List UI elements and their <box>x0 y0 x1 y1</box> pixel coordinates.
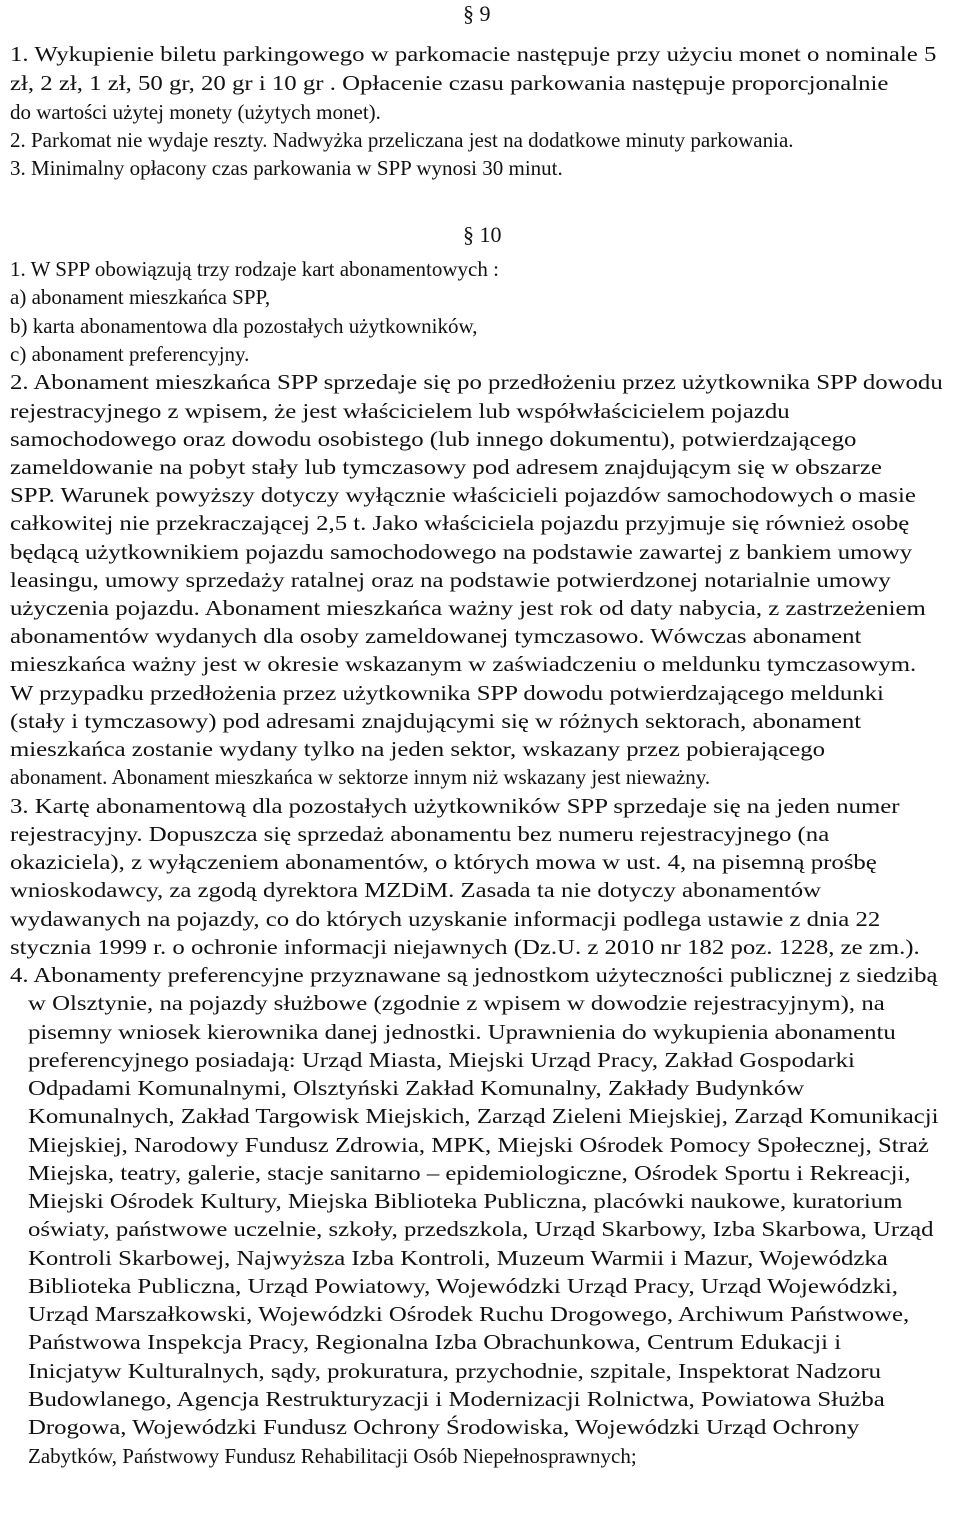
text-line: preferencyjnego posiadają: Urząd Miasta, Miejski Urząd Pracy, Zakład Gospodarki <box>28 1048 855 1072</box>
text-line: 1. W SPP obowiązują trzy rodzaje kart abonamentowych : <box>10 257 499 281</box>
text-line: Urząd Marszałkowski, Wojewódzki Ośrodek Ruchu Drogowego, Archiwum Państwowe, <box>28 1302 910 1326</box>
text-line: Kontroli Skarbowej, Najwyższa Izba Kontroli, Muzeum Warmii i Mazur, Wojewódzka <box>28 1246 888 1270</box>
text-line: oświaty, państwowe uczelnie, szkoły, przedszkola, Urząd Skarbowy, Izba Skarbowa, Urząd <box>28 1217 934 1241</box>
text-line: 1. Wykupienie biletu parkingowego w parkomacie następuje przy użyciu monet o nominale 5 <box>10 42 937 66</box>
text-line: W przypadku przedłożenia przez użytkownika SPP dowodu potwierdzającego meldunki <box>10 681 884 705</box>
text-line: 3. Kartę abonamentową dla pozostałych użytkowników SPP sprzedaje się na jeden numer <box>10 794 900 818</box>
text-line: stycznia 1999 r. o ochronie informacji niejawnych (Dz.U. z 2010 nr 182 poz. 1228, ze zm.). <box>10 935 920 959</box>
text-line: b) karta abonamentowa dla pozostałych użytkowników, <box>10 314 478 338</box>
text-line: całkowitej nie przekraczającej 2,5 t. Jako właściciela pojazdu przyjmuje się również osobę <box>10 511 910 535</box>
text-line: wydawanych na pojazdy, co do których uzyskanie informacji podlega ustawie z dnia 22 <box>10 907 881 931</box>
text-line: Inicjatyw Kulturalnych, sądy, prokuratura, przychodnie, szpitale, Inspektorat Nadzoru <box>28 1359 882 1383</box>
text-line: 2. Abonament mieszkańca SPP sprzedaje się po przedłożeniu przez użytkownika SPP dowodu <box>10 370 943 394</box>
text-line: do wartości użytej monety (użytych monet). <box>10 100 381 124</box>
text-line: abonamentów wydanych dla osoby zameldowanej tymczasowo. Wówczas abonament <box>10 624 862 648</box>
text-line: a) abonament mieszkańca SPP, <box>10 285 271 309</box>
text-line: c) abonament preferencyjny. <box>10 342 250 366</box>
text-line: Miejska, teatry, galerie, stacje sanitarno – epidemiologiczne, Ośrodek Sportu i Rekreacji, <box>28 1161 911 1185</box>
text-line: SPP. Warunek powyższy dotyczy wyłącznie właścicieli pojazdów samochodowych o masie <box>10 483 916 507</box>
text-line: Zabytków, Państwowy Fundusz Rehabilitacji Osób Niepełnosprawnych; <box>28 1444 637 1468</box>
text-line: Biblioteka Publiczna, Urząd Powiatowy, Wojewódzki Urząd Pracy, Urząd Wojewódzki, <box>28 1274 898 1298</box>
text-line: 3. Minimalny opłacony czas parkowania w SPP wynosi 30 minut. <box>10 156 563 180</box>
text-line: wnioskodawcy, za zgodą dyrektora MZDiM. Zasada ta nie dotyczy abonamentów <box>10 878 822 902</box>
section-heading-10: § 10 <box>463 222 502 247</box>
text-line: Budowlanego, Agencja Restrukturyzacji i Modernizacji Rolnictwa, Powiatowa Służba <box>28 1387 885 1411</box>
section-heading-9: § 9 <box>463 1 491 26</box>
text-line: mieszkańca ważny jest w okresie wskazanym w zaświadczeniu o meldunku tymczasowym. <box>10 652 917 676</box>
text-line: Komunalnych, Zakład Targowisk Miejskich, Zarząd Zieleni Miejskiej, Zarząd Komunikacji <box>28 1104 939 1128</box>
text-line: zł, 2 zł, 1 zł, 50 gr, 20 gr i 10 gr . Opłacenie czasu parkowania następuje proporcjonalnie <box>10 71 889 95</box>
text-line: 4. Abonamenty preferencyjne przyznawane są jednostkom użyteczności publicznej z siedzibą <box>10 963 938 987</box>
text-line: samochodowego oraz dowodu osobistego (lub innego dokumentu), potwierdzającego <box>10 427 857 451</box>
text-line: (stały i tymczasowy) pod adresami znajdującymi się w różnych sektorach, abonament <box>10 709 862 733</box>
text-line: okaziciela), z wyłączeniem abonamentów, o których mowa w ust. 4, na pisemną prośbę <box>10 850 877 874</box>
text-line: użyczenia pojazdu. Abonament mieszkańca ważny jest rok od daty nabycia, z zastrzeżeniem <box>10 596 926 620</box>
text-line: mieszkańca zostanie wydany tylko na jeden sektor, wskazany przez pobierającego <box>10 737 826 761</box>
text-line: w Olsztynie, na pojazdy służbowe (zgodnie z wpisem w dowodzie rejestracyjnym), na <box>28 991 885 1015</box>
text-line: Odpadami Komunalnymi, Olsztyński Zakład Komunalny, Zakłady Budynków <box>28 1076 805 1100</box>
text-line: rejestracyjnego z wpisem, że jest właścicielem lub współwłaścicielem pojazdu <box>10 399 790 423</box>
text-line: pisemny wniosek kierownika danej jednostki. Uprawnienia do wykupienia abonamentu <box>28 1020 896 1044</box>
text-line: Miejskiej, Narodowy Fundusz Zdrowia, MPK, Miejski Ośrodek Pomocy Społecznej, Straż <box>28 1133 929 1157</box>
text-line: Miejski Ośrodek Kultury, Miejska Biblioteka Publiczna, placówki naukowe, kuratorium <box>28 1189 903 1213</box>
text-line: zameldowanie na pobyt stały lub tymczasowy pod adresem znajdującym się w obszarze <box>10 455 882 479</box>
text-line: rejestracyjny. Dopuszcza się sprzedaż abonamentu bez numeru rejestracyjnego (na <box>10 822 830 846</box>
text-line: Państwowa Inspekcja Pracy, Regionalna Izba Obrachunkowa, Centrum Edukacji i <box>28 1330 842 1354</box>
text-line: abonament. Abonament mieszkańca w sektorze innym niż wskazany jest nieważny. <box>10 765 711 789</box>
text-line: Drogowa, Wojewódzki Fundusz Ochrony Środowiska, Wojewódzki Urząd Ochrony <box>28 1415 860 1439</box>
text-line: leasingu, umowy sprzedaży ratalnej oraz na podstawie potwierdzonej notarialnie umowy <box>10 568 891 592</box>
text-line: 2. Parkomat nie wydaje reszty. Nadwyżka przeliczana jest na dodatkowe minuty parkowania. <box>10 128 794 152</box>
text-line: będącą użytkownikiem pojazdu samochodowego na podstawie zawartej z bankiem umowy <box>10 540 913 564</box>
